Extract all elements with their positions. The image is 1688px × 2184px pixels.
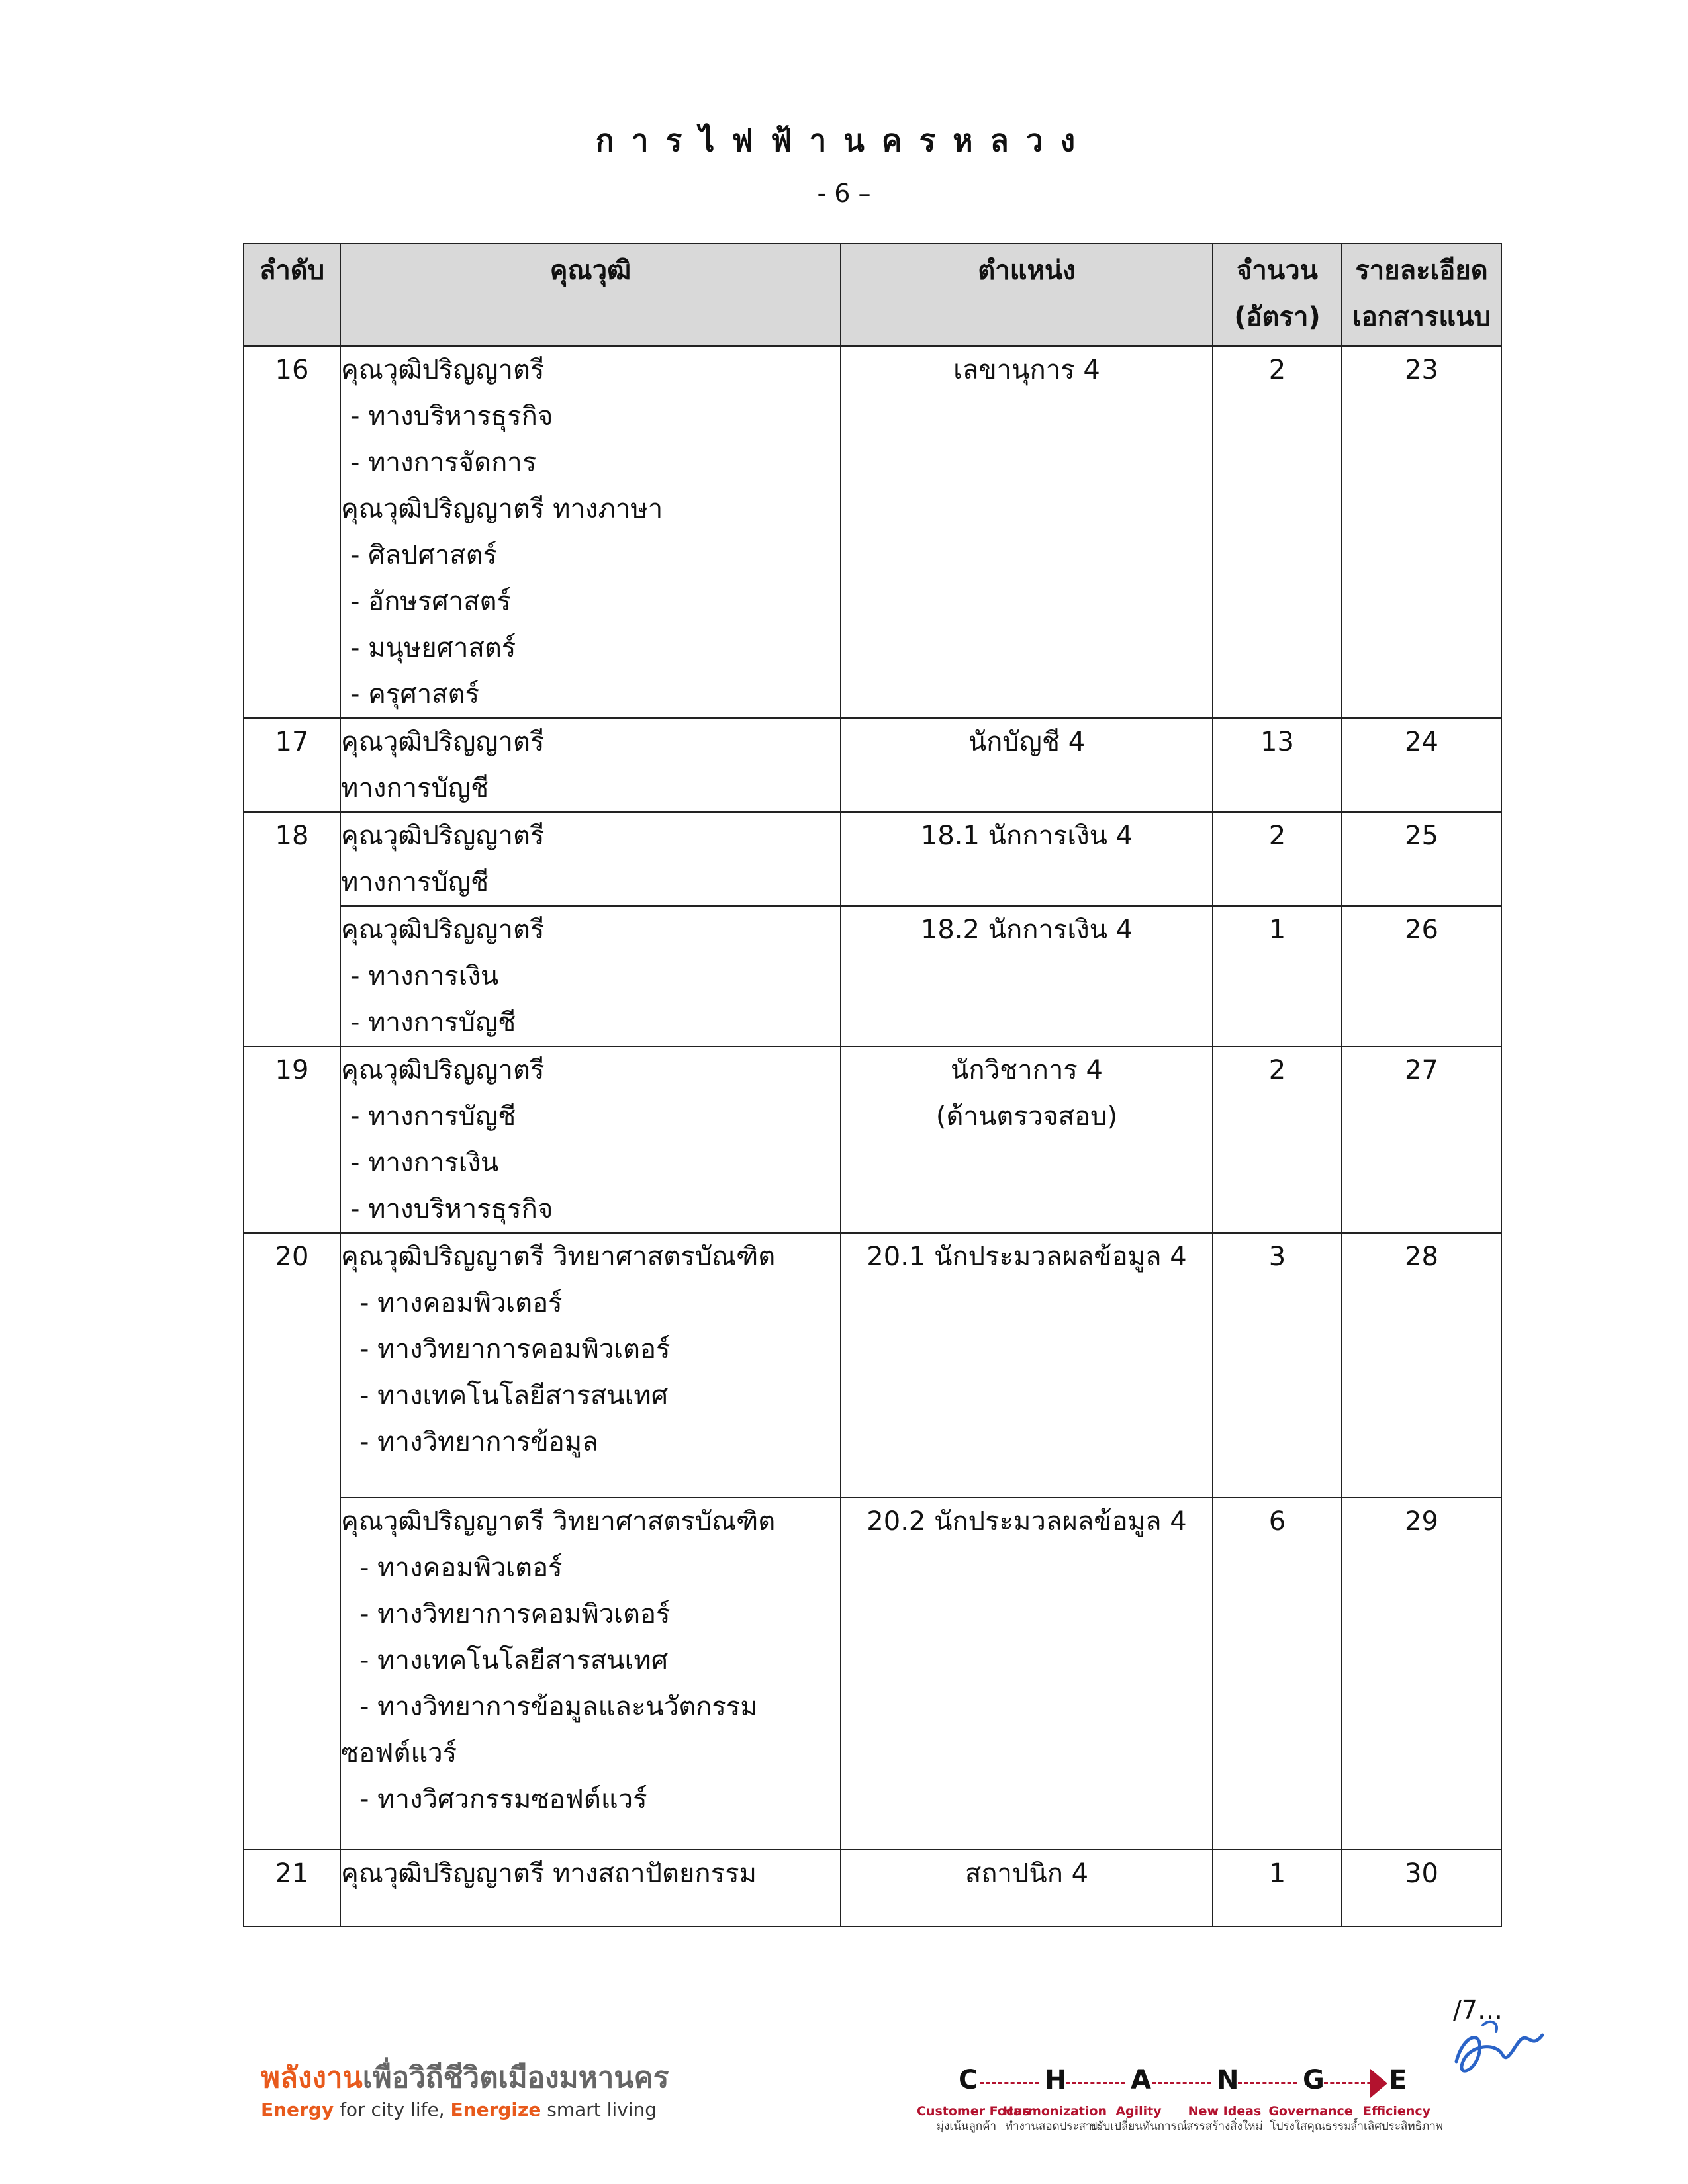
cell-count: 2 [1213,346,1342,718]
qualification-line: - ทางการจัดการ [350,447,537,478]
qualification-line: - ทางการเงิน [350,1148,499,1178]
qualification-line: คุณวุฒิปริญญาตรี [341,915,545,945]
table-row [244,812,1501,906]
cell-count: 2 [1213,812,1342,906]
cell-position [841,812,1213,906]
qualification-line: คุณวุฒิปริญญาตรี [341,727,545,757]
cell-order: 17 [244,718,340,812]
change-letter-c: C [959,2065,978,2095]
position-line: นักบัญชี 4 [968,727,1086,757]
table-row [244,906,1501,1046]
cell-count: 1 [1213,906,1342,1046]
cell-qualification [340,812,841,906]
continuation-marker: /7… [1453,1995,1503,2025]
table-row [244,718,1501,812]
cell-attachment: 27 [1342,1046,1501,1233]
position-line: 18.2 นักการเงิน 4 [920,915,1133,945]
header-qualification: คุณวุฒิ [340,244,841,346]
table-row [244,1233,1501,1498]
qualification-line: - ทางคอมพิวเตอร์ [359,1553,563,1583]
cell-position [841,346,1213,718]
change-values-strip [917,2065,1486,2151]
change-connector [1238,2082,1297,2084]
position-line: 18.1 นักการเงิน 4 [920,821,1133,851]
qualification-line: ทางการบัญชี [341,773,489,803]
cell-count: 13 [1213,718,1342,812]
cell-position [841,1046,1213,1233]
qualification-line: ทางการบัญชี [341,867,489,897]
qualification-line: คุณวุฒิปริญญาตรี [341,821,545,851]
change-label: Harmonization ทำงานสอดประสาน [1003,2104,1107,2133]
qualification-line: - ทางการบัญชี [350,1101,516,1132]
cell-attachment: 29 [1342,1498,1501,1850]
position-line: (ด้านตรวจสอบ) [935,1101,1118,1132]
qualification-line: - ทางเทคโนโลยีสารสนเทศ [359,1381,669,1411]
header-count: จำนวน (อัตรา) [1213,244,1342,346]
position-line: 20.2 นักประมวลผลข้อมูล 4 [867,1506,1187,1537]
cell-position [841,1498,1213,1850]
qualification-line: - ทางการเงิน [350,961,499,991]
cell-qualification [340,1233,841,1498]
qualification-line: - ศิลปศาสตร์ [350,540,498,570]
cell-qualification [340,718,841,812]
table-header-row [244,244,1501,346]
qualification-line: คุณวุฒิปริญญาตรี [341,355,545,385]
qualification-line: - ทางวิทยาการข้อมูล [359,1427,598,1457]
change-label: Customer Focus มุ่งเน้นลูกค้า [917,2104,1030,2133]
page-number: - 6 – [817,179,871,208]
qualification-line: - ทางวิทยาการคอมพิวเตอร์ [359,1599,671,1629]
change-label: Efficiency ล้ำเลิศประสิทธิภาพ [1350,2104,1443,2133]
header-order: ลำดับ [244,244,340,346]
qualification-line: - ทางวิศวกรรมซอฟต์แวร์ [359,1784,647,1815]
qualification-line: - ทางการบัญชี [350,1007,516,1038]
table-row [244,346,1501,718]
cell-order: 21 [244,1850,340,1927]
position-line: 20.1 นักประมวลผลข้อมูล 4 [867,1242,1187,1272]
cell-order: 20 [244,1233,340,1850]
position-line: นักวิชาการ 4 [951,1055,1103,1085]
cell-attachment: 28 [1342,1233,1501,1498]
cell-qualification [340,1498,841,1850]
qualification-line: คุณวุฒิปริญญาตรี ทางสถาปัตยกรรม [341,1858,757,1889]
qualification-line: คุณวุฒิปริญญาตรี ทางภาษา [341,494,663,524]
qualification-line: - ทางวิทยาการข้อมูลและนวัตกรรม [359,1692,758,1722]
qualification-line: คุณวุฒิปริญญาตรี วิทยาศาสตรบัณฑิต [341,1506,776,1537]
qualification-line: ซอฟต์แวร์ [341,1738,457,1768]
change-letter-g: G [1303,2065,1325,2095]
cell-order: 16 [244,346,340,718]
qualification-line: - ทางบริหารธุรกิจ [350,1194,553,1224]
cell-position [841,906,1213,1046]
header-attachment: รายละเอียด เอกสารแนบ [1342,244,1501,346]
slogan-thai: พลังงานเพื่อวิถีชีวิตเมืองมหานคร [261,2061,669,2095]
change-arrow-icon [1370,2069,1387,2098]
cell-order: 18 [244,812,340,1046]
cell-position [841,1850,1213,1927]
change-letter-a: A [1131,2065,1151,2095]
cell-qualification [340,1850,841,1927]
qualification-line: - อักษรศาสตร์ [350,586,511,617]
signature [1443,2015,1549,2088]
cell-position [841,1233,1213,1498]
cell-count: 2 [1213,1046,1342,1233]
cell-attachment: 30 [1342,1850,1501,1927]
cell-attachment: 25 [1342,812,1501,906]
qualification-line: คุณวุฒิปริญญาตรี วิทยาศาสตรบัณฑิต [341,1242,776,1272]
cell-qualification [340,906,841,1046]
qualification-line: - ครุศาสตร์ [350,679,480,709]
table-row [244,1498,1501,1850]
change-letter-h: H [1045,2065,1067,2095]
slogan-english: Energy for city life, Energize smart living [261,2099,657,2120]
cell-count: 3 [1213,1233,1342,1498]
cell-position [841,718,1213,812]
cell-attachment: 23 [1342,346,1501,718]
cell-qualification [340,346,841,718]
qualification-line: - ทางบริหารธุรกิจ [350,401,553,432]
change-label: New Ideas สรรสร้างสิ่งใหม่ [1186,2104,1263,2133]
change-connector [980,2082,1039,2084]
cell-attachment: 26 [1342,906,1501,1046]
slogan-logo [261,2060,669,2123]
change-label: Governance โปร่งใสคุณธรรม [1268,2104,1353,2133]
change-connector [1066,2082,1125,2084]
table-row [244,1046,1501,1233]
change-connector [1152,2082,1211,2084]
header-position: ตำแหน่ง [841,244,1213,346]
qualification-line: - ทางเทคโนโลยีสารสนเทศ [359,1645,669,1676]
qualification-line: คุณวุฒิปริญญาตรี [341,1055,545,1085]
cell-count: 6 [1213,1498,1342,1850]
change-letter-n: N [1217,2065,1239,2095]
qualification-line: - ทางวิทยาการคอมพิวเตอร์ [359,1334,671,1365]
change-label: Agility ปรับเปลี่ยนทันการณ์ [1090,2104,1188,2133]
qualification-line: - มนุษยศาสตร์ [350,633,516,663]
position-line: สถาปนิก 4 [964,1858,1089,1889]
cell-attachment: 24 [1342,718,1501,812]
table-row [244,1850,1501,1927]
qualification-line: - ทางคอมพิวเตอร์ [359,1288,563,1318]
cell-order: 19 [244,1046,340,1233]
positions-table [243,243,1502,1927]
organization-title: การไฟฟ้านครหลวง [595,122,1093,158]
cell-count: 1 [1213,1850,1342,1927]
position-line: เลขานุการ 4 [953,355,1100,385]
change-letter-e: E [1389,2065,1407,2095]
cell-qualification [340,1046,841,1233]
